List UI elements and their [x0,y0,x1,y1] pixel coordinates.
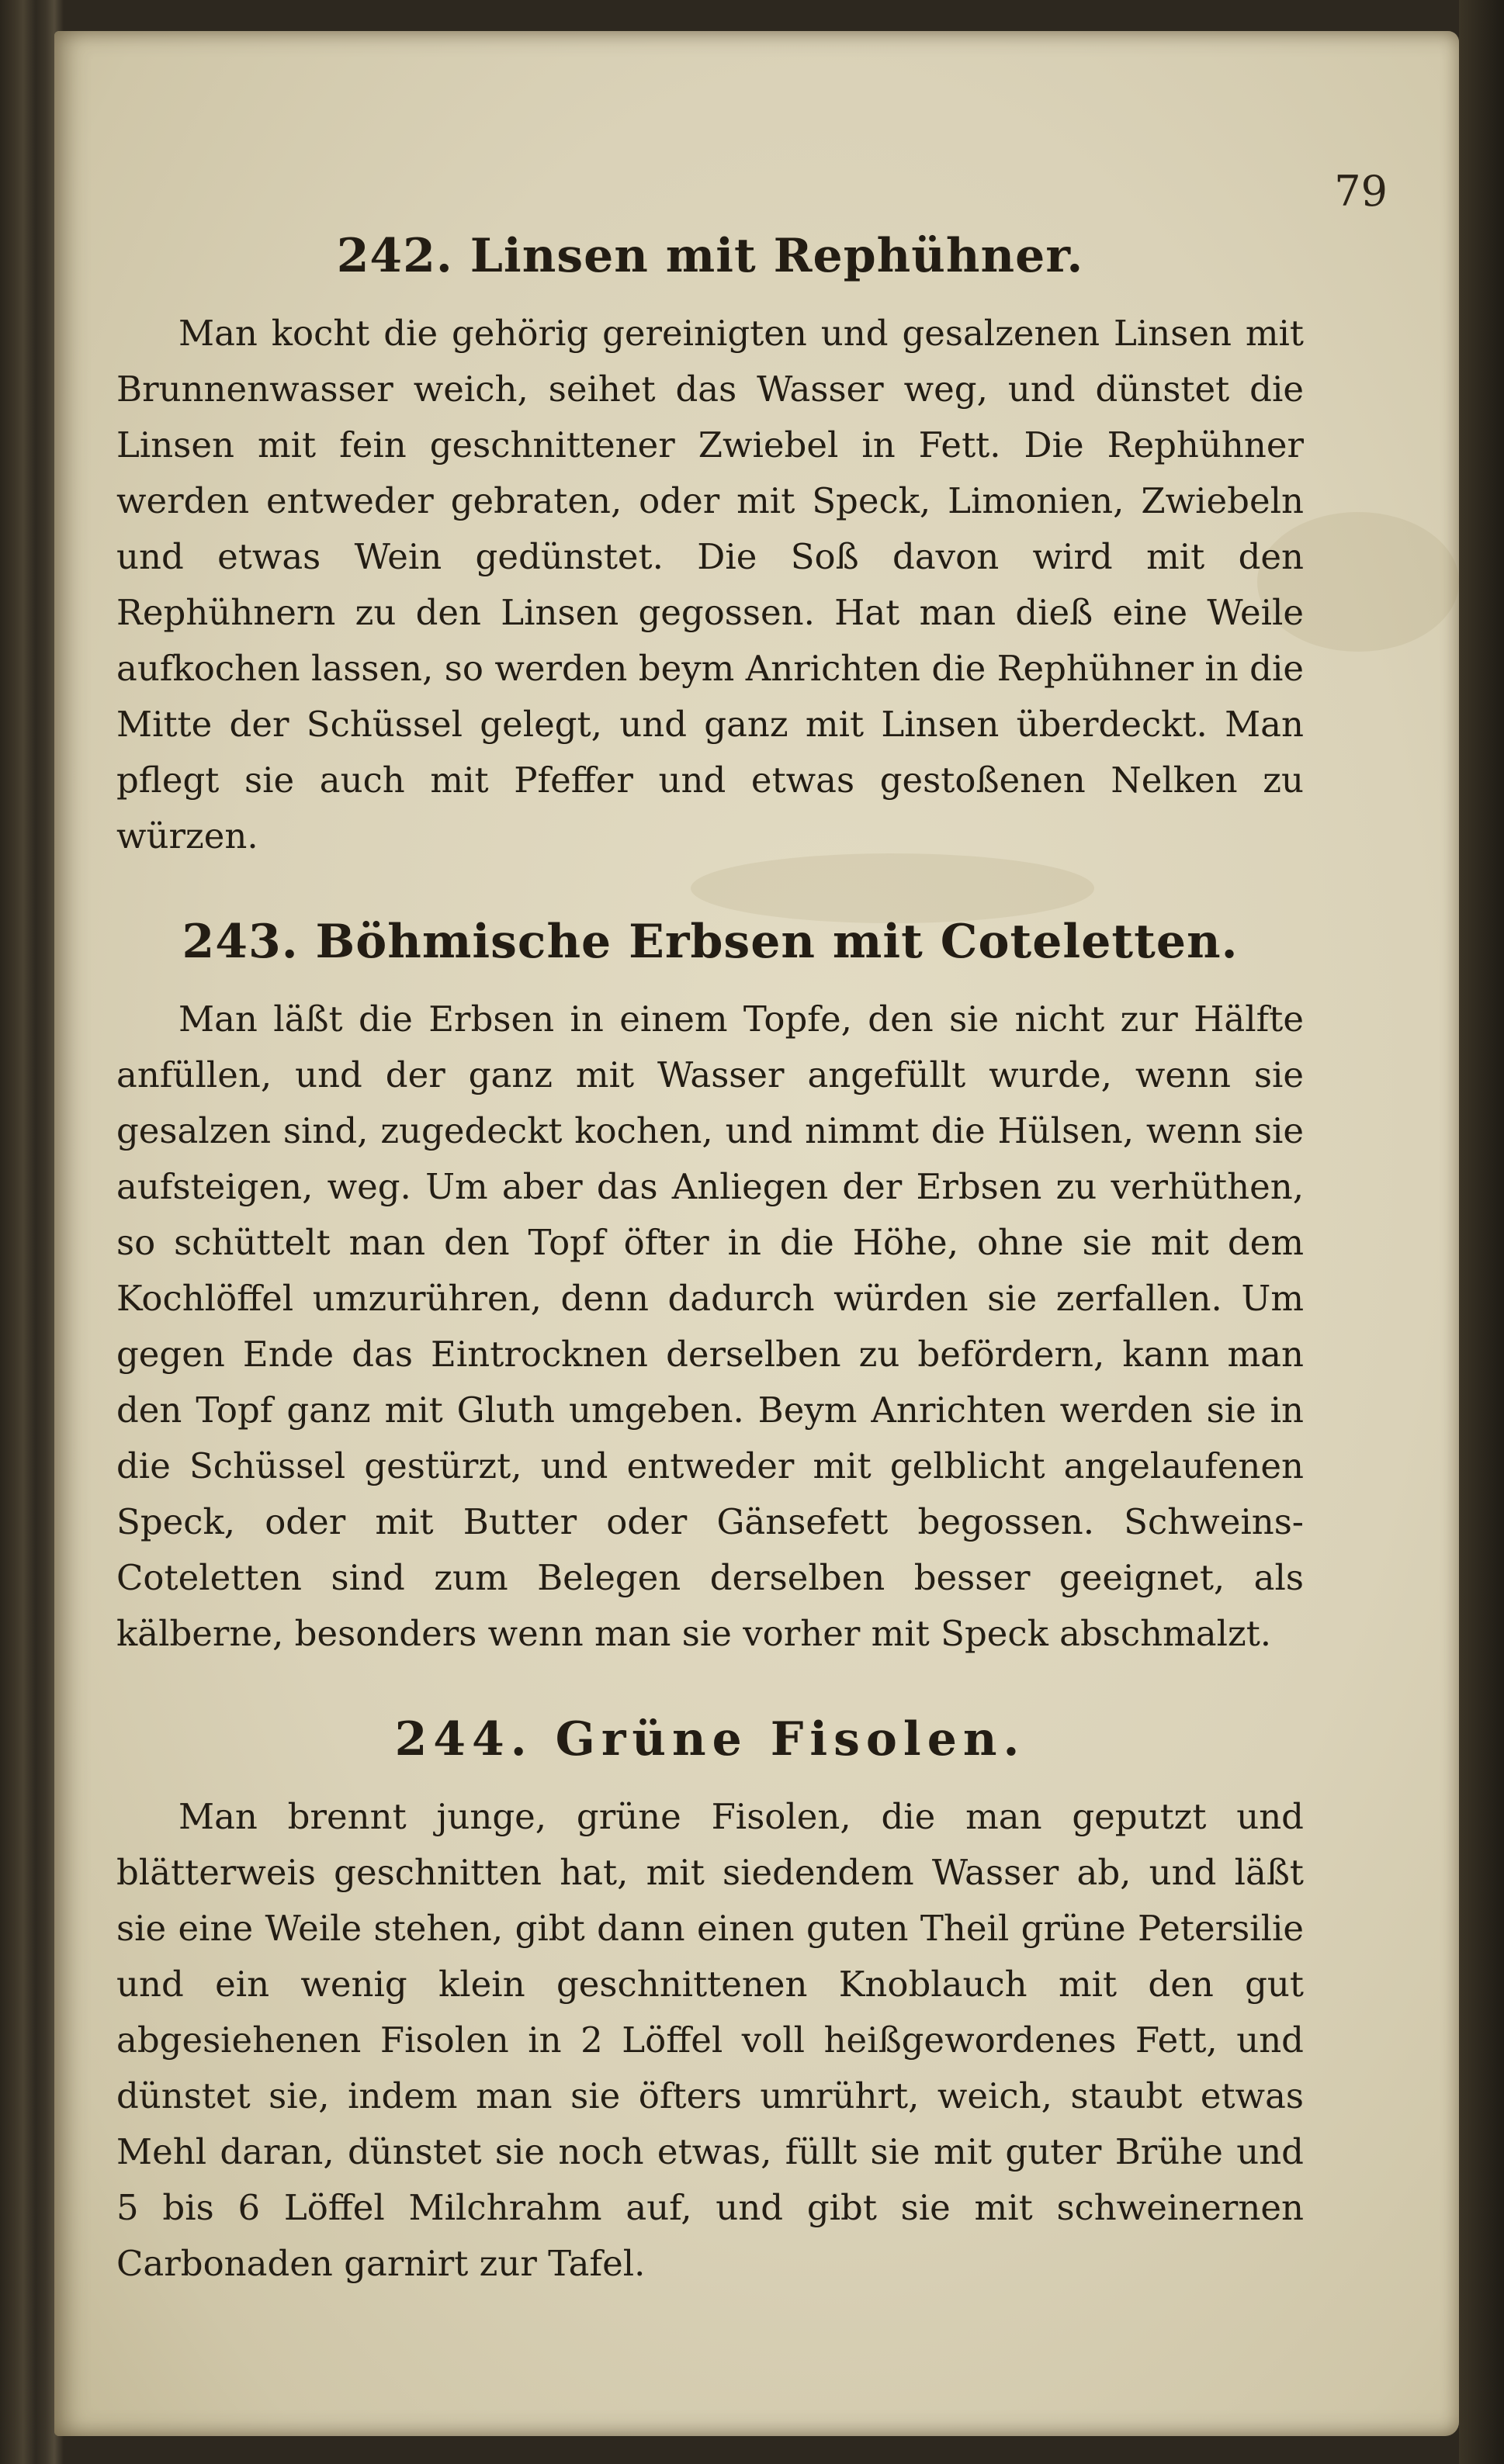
recipe-244 [116,1708,1304,2292]
recipe-text: Man läßt die Erbsen in einem Topfe, den sie nicht zur Hälfte anfüllen, und der ganz mit Wasser angefüllt wurde, wenn sie gesalzen sind, zugedeckt kochen, und nimmt die Hülsen, wenn sie aufsteigen, weg. Um aber das Anliegen der Erbsen zu verhüthen, so schüttelt man den Topf öfter in die Höhe, ohne sie mit dem Kochlöffel umzurühren, denn dadurch würden sie zerfallen. Um gegen Ende das Eintrocknen derselben zu befördern, kann man den Topf ganz mit Gluth umgeben. Beym Anrichten werden sie in die Schüssel gestürzt, und entweder mit gelblicht angelaufenen Speck, oder mit Butter oder Gänsefett begossen. Schweins-Coteletten sind zum Belegen derselben besser geeignet, als kälberne, besonders wenn man sie vorher mit Speck abschmalzt. [116,998,1304,1654]
recipe-text: Man brennt junge, grüne Fisolen, die man geputzt und blätterweis geschnitten hat, mit siedendem Wasser ab, und läßt sie eine Weile stehen, gibt dann einen guten Theil grüne Petersilie und ein wenig klein geschnittenen Knoblauch mit den gut abgesiehenen Fisolen in 2 Löffel voll heißgewordenes Fett, und dünstet sie, indem man sie öfters umrührt, weich, staubt etwas Mehl daran, dünstet sie noch etwas, füllt sie mit guter Brühe und 5 bis 6 Löffel Milchrahm auf, und gibt sie mit schweinernen Carbonaden garnirt zur Tafel. [116,1796,1304,2284]
recipe-243 [116,911,1304,1662]
recipe-title: 243. Böhmische Erbsen mit Coteletten. [182,915,1239,969]
recipe-title: 244. Grüne Fisolen. [394,1712,1026,1767]
book-edge [1459,0,1504,2464]
recipe-title: 242. Linsen mit Rephühner. [336,229,1084,283]
recipe-text: Man kocht die gehörig gereinigten und gesalzenen Linsen mit Brunnenwasser weich, seihet das Wasser weg, und dünstet die Linsen mit fein geschnittener Zwiebel in Fett. Die Rephühner werden entweder gebraten, oder mit Speck, Limonien, Zwiebeln und etwas Wein gedünstet. Die Soß davon wird mit den Rephühnern zu den Linsen gegossen. Hat man dieß eine Weile aufkochen lassen, so werden beym Anrichten die Rephühner in die Mitte der Schüssel gelegt, und ganz mit Linsen überdeckt. Man pflegt sie auch mit Pfeffer und etwas gestoßenen Nelken zu würzen. [116,313,1304,857]
page-number: 79 [1334,167,1388,216]
recipe-242 [116,225,1304,864]
page-content [116,225,1304,2338]
